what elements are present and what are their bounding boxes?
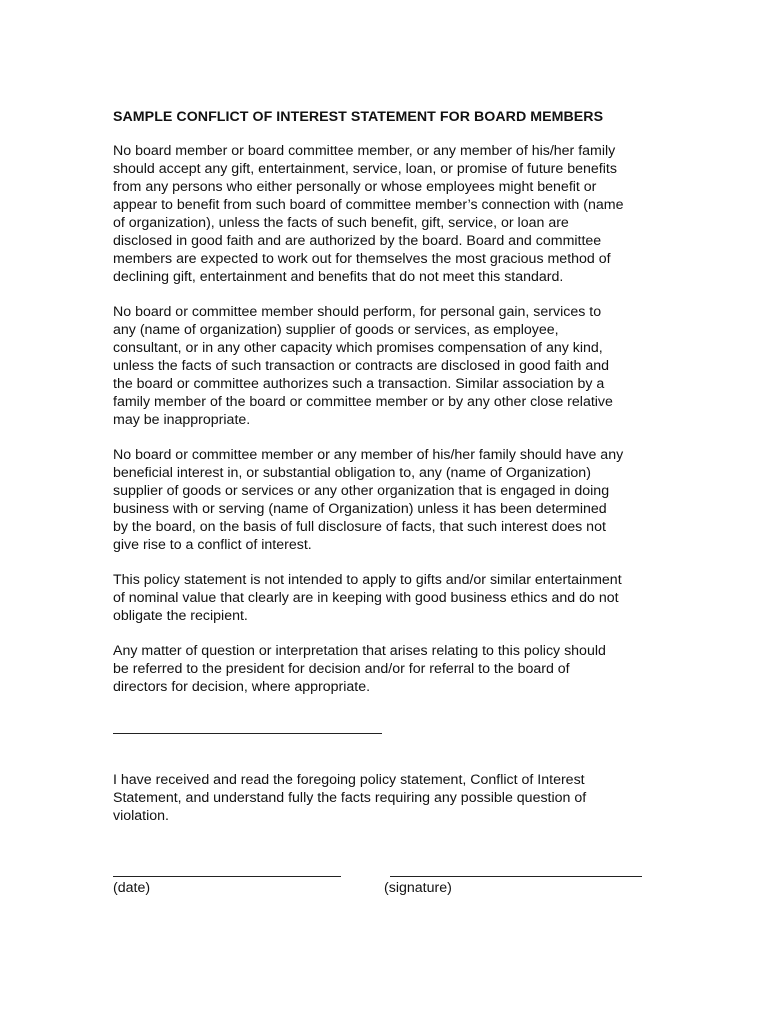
paragraph-line: supplier of goods or services or any other organization that is engaged in doing (113, 483, 610, 499)
paragraph-line: should accept any gift, entertainment, service, loan, or promise of future benefits (113, 161, 617, 177)
paragraph-line: Statement, and understand fully the facts requiring any possible question of (113, 790, 587, 806)
paragraph-line: consultant, or in any other capacity which promises compensation of any kind, (113, 340, 603, 356)
blank-signature-line[interactable] (113, 733, 382, 734)
paragraph-line: disclosed in good faith and are authorized by the board. Board and committee (113, 233, 602, 249)
date-label: (date) (113, 880, 151, 896)
paragraph-line: business with or serving (name of Organization) unless it has been determined (113, 501, 607, 517)
paragraph-gifts (113, 142, 661, 286)
paragraph-line: declining gift, entertainment and benefits that do not meet this standard. (113, 269, 564, 285)
paragraph-line: No board member or board committee member, or any member of his/her family (113, 143, 616, 159)
paragraph-line: be referred to the president for decision and/or for referral to the board of (113, 661, 570, 677)
paragraph-line: violation. (113, 808, 169, 824)
paragraph-line: unless the facts of such transaction or contracts are disclosed in good faith and (113, 358, 610, 374)
date-field-line[interactable] (113, 876, 341, 877)
paragraph-line: of nominal value that clearly are in keeping with good business ethics and do not (113, 590, 619, 606)
paragraph-line: appear to benefit from such board of committee member’s connection with (name (113, 197, 624, 213)
paragraph-line: I have received and read the foregoing policy statement, Conflict of Interest (113, 772, 585, 788)
paragraph-beneficial-interest (113, 446, 661, 554)
document-body (113, 108, 661, 713)
paragraph-line: of organization), unless the facts of such benefit, gift, service, or loan are (113, 215, 569, 231)
document-title: SAMPLE CONFLICT OF INTEREST STATEMENT FOR BOARD MEMBERS (113, 109, 604, 125)
paragraph-line: This policy statement is not intended to apply to gifts and/or similar entertainment (113, 572, 622, 588)
paragraph-nominal-gifts (113, 571, 661, 625)
paragraph-line: the board or committee authorizes such a transaction. Similar association by a (113, 376, 605, 392)
paragraph-line: by the board, on the basis of full disclosure of facts, that such interest does not (113, 519, 606, 535)
paragraph-line: obligate the recipient. (113, 608, 248, 624)
paragraph-line: No board or committee member or any member of his/her family should have any (113, 447, 624, 463)
signature-field-line[interactable] (390, 876, 642, 877)
paragraph-line: members are expected to work out for themselves the most gracious method of (113, 251, 611, 267)
signature-label: (signature) (384, 880, 452, 896)
paragraph-line: No board or committee member should perform, for personal gain, services to (113, 304, 602, 320)
paragraph-line: family member of the board or committee member or by any other close relative (113, 394, 613, 410)
paragraph-line: from any persons who either personally or whose employees might benefit or (113, 179, 597, 195)
paragraph-line: any (name of organization) supplier of goods or services, as employee, (113, 322, 559, 338)
paragraph-line: give rise to a conflict of interest. (113, 537, 312, 553)
paragraph-line: directors for decision, where appropriate. (113, 679, 371, 695)
paragraph-line: beneficial interest in, or substantial obligation to, any (name of Organization) (113, 465, 591, 481)
paragraph-services (113, 303, 661, 429)
acknowledgement-paragraph (113, 771, 661, 825)
paragraph-referral (113, 642, 661, 696)
paragraph-line: may be inappropriate. (113, 412, 251, 428)
paragraph-line: Any matter of question or interpretation that arises relating to this policy should (113, 643, 606, 659)
